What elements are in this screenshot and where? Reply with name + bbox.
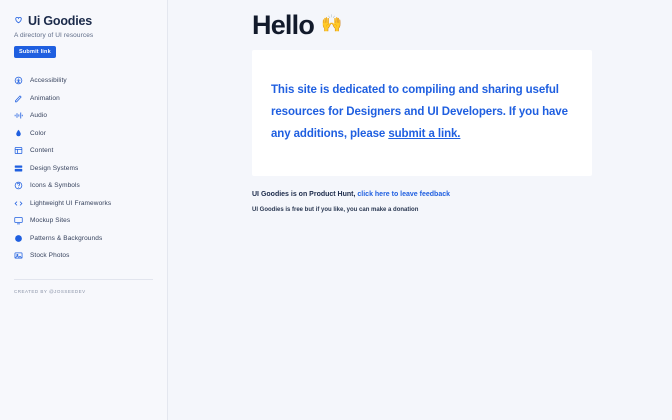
intro-card-text-body: This site is dedicated to compiling and sharing useful resources for Designers and UI Developers. If you have any additions, please	[271, 83, 568, 141]
sidebar-item-audio[interactable]	[14, 107, 153, 125]
sidebar-item-patterns-backgrounds[interactable]	[14, 230, 153, 248]
sidebar-footer-credit: CREATED BY @JOSSEEDEV	[14, 288, 86, 294]
donation-note	[252, 207, 592, 213]
sidebar-nav	[14, 72, 153, 265]
page-title-row	[252, 12, 592, 39]
sidebar-item-animation[interactable]	[14, 90, 153, 108]
sidebar-item-label: Patterns & Backgrounds	[30, 234, 103, 242]
sidebar-item-stock-photos[interactable]	[14, 247, 153, 265]
make-a-donation-link[interactable]: make a donation	[371, 207, 419, 214]
heart-icon	[14, 16, 23, 27]
sidebar-item-color[interactable]	[14, 125, 153, 143]
sidebar-divider	[14, 279, 153, 280]
intro-card	[252, 50, 592, 176]
product-hunt-note-text: UI Goodies is on Product Hunt,	[252, 191, 358, 199]
sidebar-item-label: Mockup Sites	[30, 217, 71, 225]
submit-a-link-link[interactable]: submit a link.	[388, 128, 461, 141]
photo-icon	[14, 251, 23, 260]
accessibility-icon	[14, 76, 23, 85]
donation-note-text: UI Goodies is free but if you like, you can	[252, 207, 372, 214]
audio-icon	[14, 111, 23, 120]
color-drop-icon	[14, 129, 23, 138]
sidebar	[0, 0, 168, 420]
mockup-icon	[14, 216, 23, 225]
sidebar-item-label: Content	[30, 147, 54, 155]
main-content	[168, 0, 672, 420]
sidebar-item-label: Color	[30, 129, 47, 137]
sidebar-item-label: Design Systems	[30, 164, 79, 172]
product-hunt-note	[252, 191, 592, 198]
intro-card-text	[271, 79, 573, 146]
content-icon	[14, 146, 23, 155]
submit-link-button[interactable]: Submit link	[14, 46, 56, 58]
sidebar-item-content[interactable]	[14, 142, 153, 160]
sidebar-item-mockup-sites[interactable]	[14, 212, 153, 230]
sidebar-item-design-systems[interactable]	[14, 160, 153, 178]
sidebar-item-label: Animation	[30, 94, 60, 102]
sidebar-item-label: Icons & Symbols	[30, 182, 80, 190]
brand-title: Ui Goodies	[28, 14, 92, 28]
product-hunt-feedback-link[interactable]: click here to leave feedback	[357, 191, 450, 199]
brand-subtitle: A directory of UI resources	[14, 32, 94, 39]
sidebar-item-lightweight-ui-frameworks[interactable]	[14, 195, 153, 213]
patterns-icon	[14, 234, 23, 243]
brand[interactable]	[14, 14, 153, 28]
sidebar-item-icons-symbols[interactable]	[14, 177, 153, 195]
sidebar-item-label: Lightweight UI Frameworks	[30, 199, 112, 207]
sidebar-item-accessibility[interactable]	[14, 72, 153, 90]
raised-hands-emoji-icon: 🙌	[321, 14, 343, 33]
sidebar-item-label: Accessibility	[30, 77, 67, 85]
sidebar-item-label: Audio	[30, 112, 48, 120]
animation-icon	[14, 94, 23, 103]
icons-symbols-icon	[14, 181, 23, 190]
sidebar-item-label: Stock Photos	[30, 252, 70, 260]
design-systems-icon	[14, 164, 23, 173]
page-title: Hello	[252, 10, 315, 40]
code-icon	[14, 199, 23, 208]
